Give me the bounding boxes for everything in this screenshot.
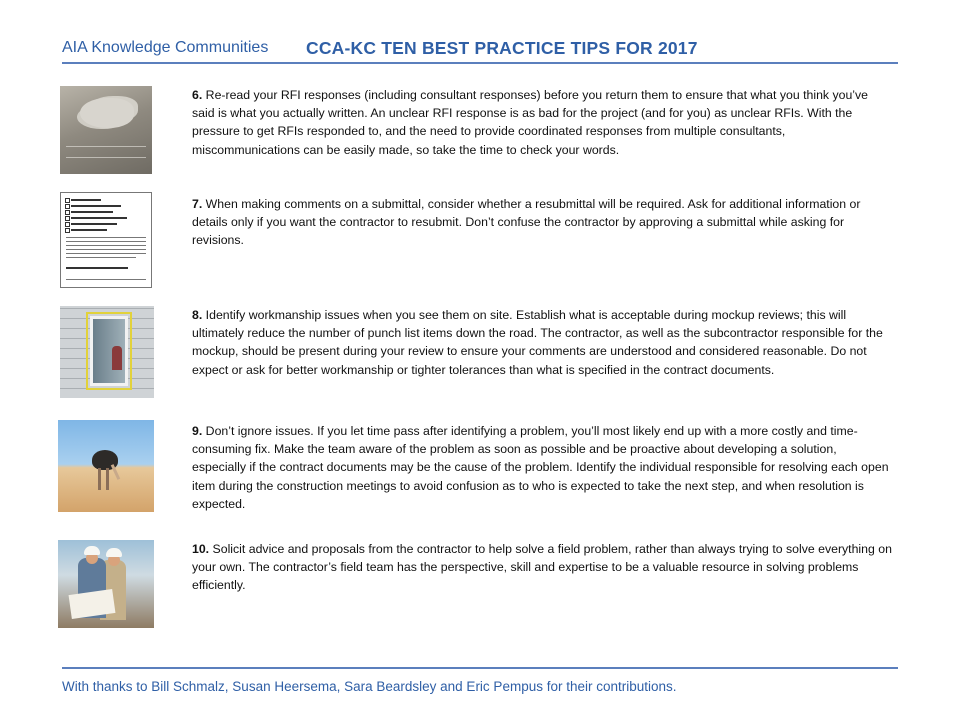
footer-divider: [62, 667, 898, 669]
tip-7: [192, 195, 892, 250]
tip-10: [192, 540, 892, 595]
tip-text: When making comments on a submittal, consider whether a resubmittal will be required. Ask for additional information or details only if you want the contractor to resubmit. Don’t confuse the contractor by approving a submittal while asking for revisions.: [192, 197, 861, 248]
window-mockup-image: [60, 306, 154, 398]
tip-6: [192, 86, 892, 159]
ostrich-image: [58, 420, 154, 512]
submittal-stamp-image: [60, 192, 152, 288]
tip-number: 6.: [192, 88, 203, 102]
tip-8: [192, 306, 892, 379]
tip-number: 10.: [192, 542, 210, 556]
tip-number: 8.: [192, 308, 203, 322]
tip-9: [192, 422, 892, 513]
concrete-patch-image: [60, 86, 152, 174]
tip-text: Solicit advice and proposals from the contractor to help solve a field problem, rather than always trying to solve everything on your own. The contractor’s field team has the perspective, skill and expertise to be a valuable resource in solving problems efficiently.: [192, 542, 892, 593]
tip-text: Don’t ignore issues. If you let time pass after identifying a problem, you’ll most likely end up with a more costly and time-consuming fix. Make the team aware of the problem as soon as possible and be proactive about developing a solution, especially if the contract documents may be the cause of the problem. Identify the individual responsible for resolving each open item during the construction meetings to avoid confusion as to who is expected to take the next step, and when resolution is expected.: [192, 424, 889, 511]
header-organization: AIA Knowledge Communities: [62, 39, 269, 56]
page-title: CCA-KC TEN BEST PRACTICE TIPS FOR 2017: [306, 38, 698, 58]
tip-text: Identify workmanship issues when you see them on site. Establish what is acceptable during mockup reviews; this will ultimately reduce the number of punch list items down the road. The contractor, as well as the subcontractor responsible for the mockup, should be present during your review to ensure your comments are understood and considered reasonable. Do not expect or ask for better workmanship or tighter tolerances than what is specified in the contract documents.: [192, 308, 883, 377]
tip-text: Re-read your RFI responses (including consultant responses) before you return them to ensure that what you think you’ve said is what you actually written. An unclear RFI response is as bad for the project (and for you) as unclear RFIs. With the pressure to get RFIs responded to, and the need to provide coordinated responses from multiple consultants, miscommunications can be easily made, so take the time to check your words.: [192, 88, 869, 157]
acknowledgements: With thanks to Bill Schmalz, Susan Heersema, Sara Beardsley and Eric Pempus for their contributions.: [62, 679, 677, 694]
tip-number: 7.: [192, 197, 203, 211]
construction-workers-image: [58, 540, 154, 628]
header-divider: [62, 62, 898, 64]
tip-number: 9.: [192, 424, 203, 438]
